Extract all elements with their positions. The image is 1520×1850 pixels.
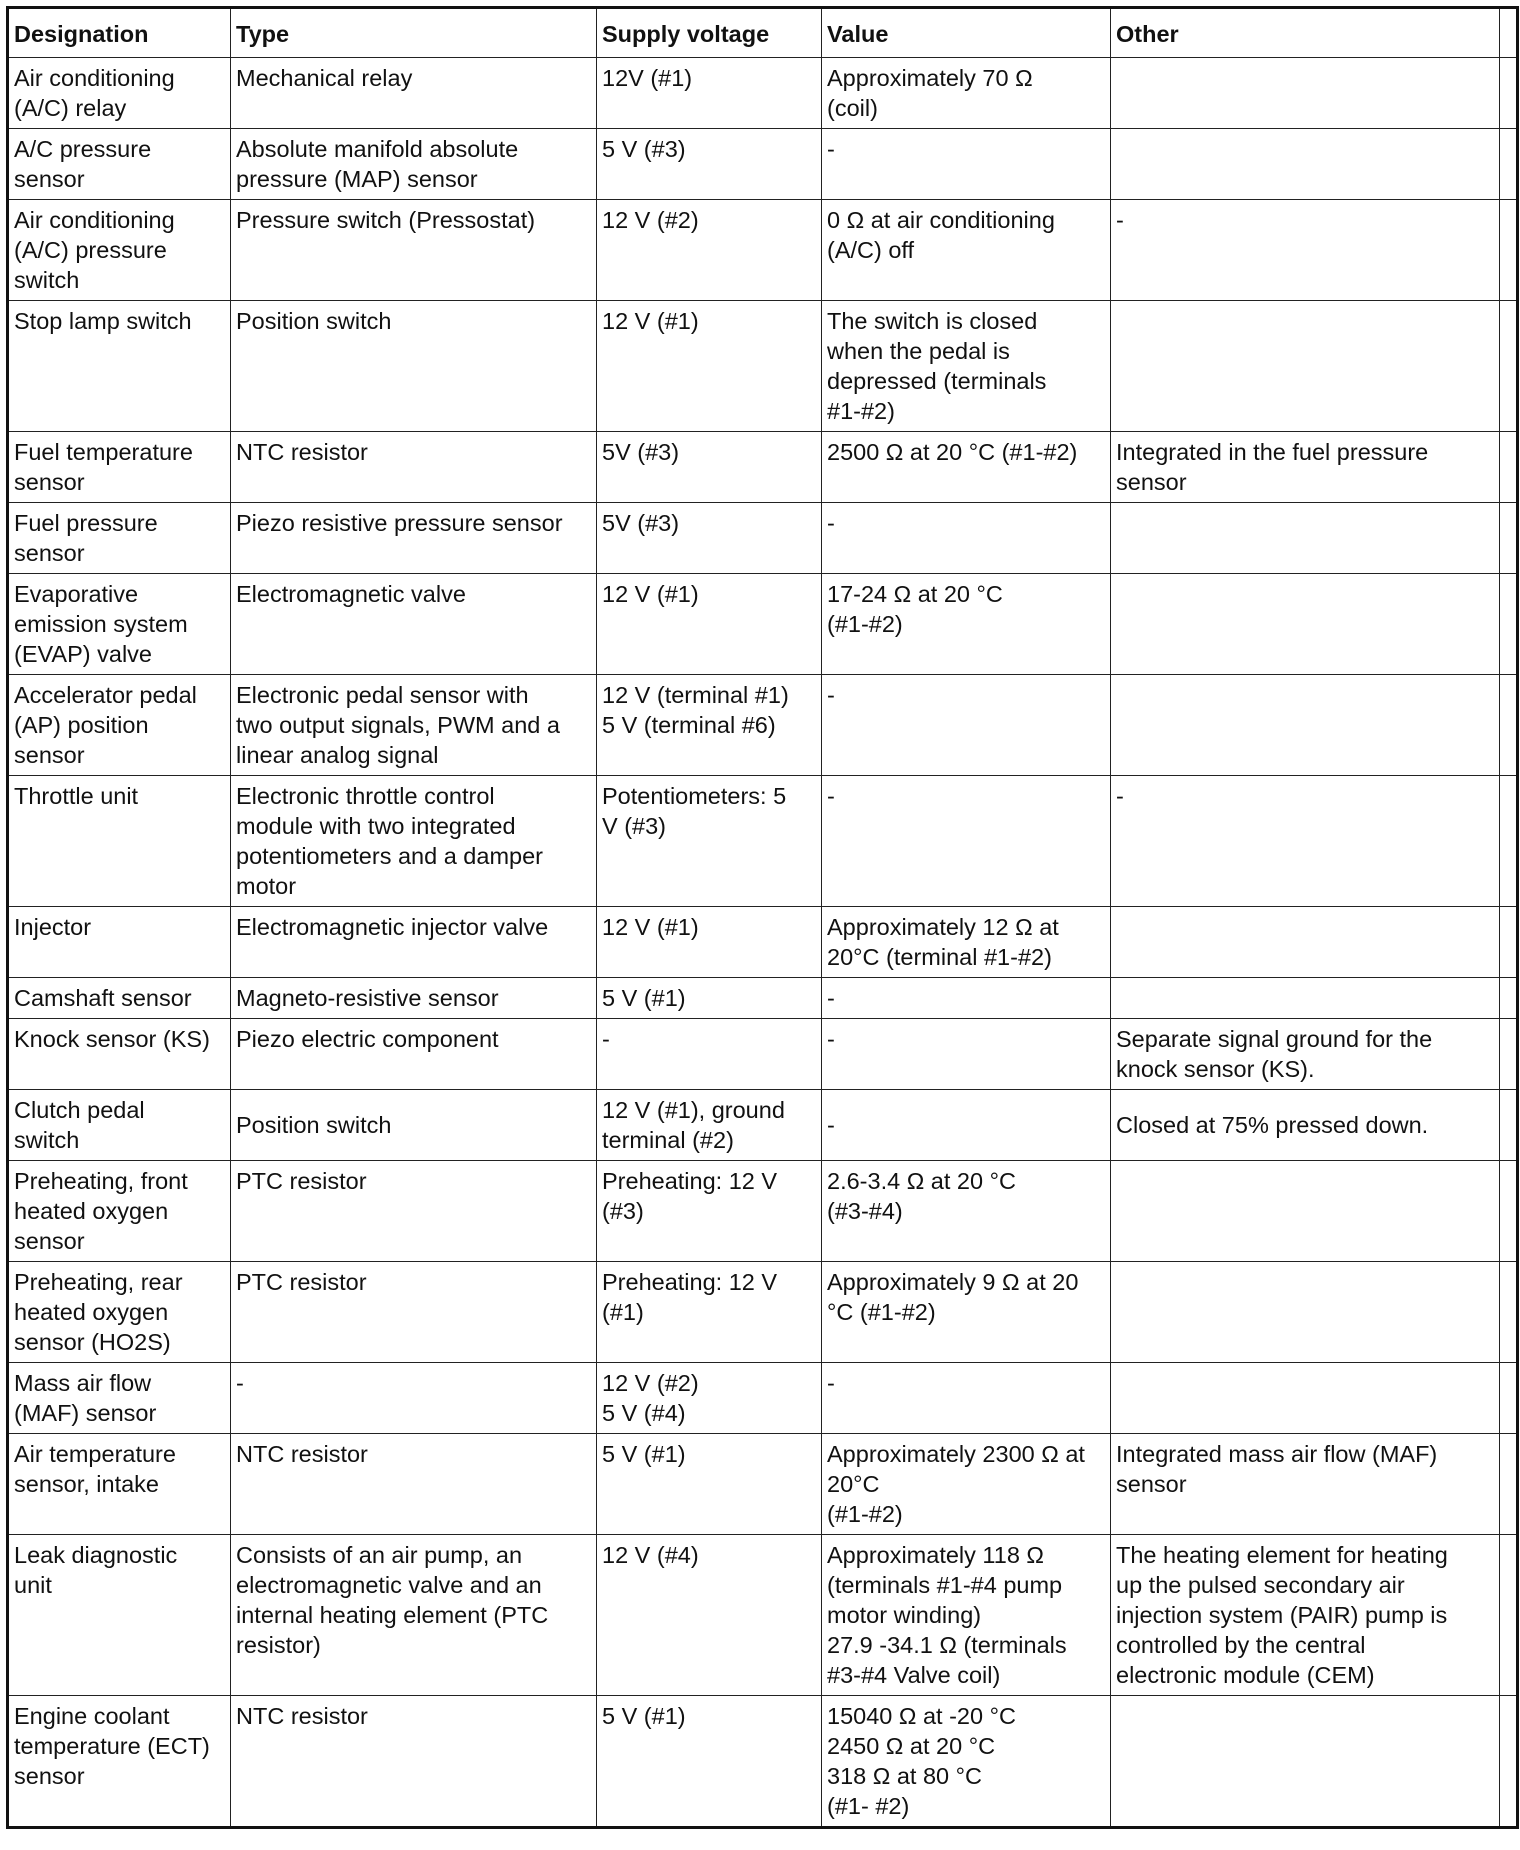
cell-other: Integrated in the fuel pressure sensor [1111,432,1500,503]
row-spacer [1500,1090,1518,1161]
cell-other: Closed at 75% pressed down. [1111,1090,1500,1161]
table-row [8,1434,1518,1535]
table-row [8,574,1518,675]
cell-other [1111,978,1500,1019]
row-spacer [1500,574,1518,675]
cell-designation: Camshaft sensor [8,978,231,1019]
cell-supply-voltage: 12 V (#1) [597,574,822,675]
cell-other: Separate signal ground for the knock sensor (KS). [1111,1019,1500,1090]
cell-other [1111,503,1500,574]
cell-type: NTC resistor [231,1696,597,1828]
cell-other: The heating element for heating up the pulsed secondary air injection system (PAIR) pump is controlled by the central electronic module (CEM) [1111,1535,1500,1696]
cell-value: - [822,129,1111,200]
cell-designation: Engine coolant temperature (ECT) sensor [8,1696,231,1828]
table-body [8,58,1518,1828]
header-row [8,8,1518,58]
cell-designation: Preheating, front heated oxygen sensor [8,1161,231,1262]
component-spec-table [6,6,1519,1829]
cell-designation: Preheating, rear heated oxygen sensor (HO2S) [8,1262,231,1363]
table-row [8,58,1518,129]
cell-supply-voltage: 5V (#3) [597,432,822,503]
header-value: Value [822,8,1111,58]
header-designation: Designation [8,8,231,58]
row-spacer [1500,432,1518,503]
table-row [8,1090,1518,1161]
row-spacer [1500,1019,1518,1090]
cell-supply-voltage: 12V (#1) [597,58,822,129]
table-row [8,978,1518,1019]
cell-supply-voltage: 5 V (#1) [597,1696,822,1828]
cell-other [1111,675,1500,776]
table-row [8,1262,1518,1363]
cell-type: Electronic throttle control module with two integrated potentiometers and a damper motor [231,776,597,907]
cell-designation: Stop lamp switch [8,301,231,432]
cell-type: Electromagnetic valve [231,574,597,675]
cell-designation: Knock sensor (KS) [8,1019,231,1090]
table-row [8,1161,1518,1262]
table-row [8,1696,1518,1828]
cell-type: Piezo resistive pressure sensor [231,503,597,574]
cell-other [1111,1696,1500,1828]
cell-supply-voltage: 5 V (#3) [597,129,822,200]
row-spacer [1500,1535,1518,1696]
cell-designation: Clutch pedal switch [8,1090,231,1161]
cell-supply-voltage: Preheating: 12 V (#3) [597,1161,822,1262]
cell-designation: Fuel temperature sensor [8,432,231,503]
cell-value: - [822,776,1111,907]
row-spacer [1500,1434,1518,1535]
table-row [8,1363,1518,1434]
cell-other [1111,1161,1500,1262]
header-supply-voltage: Supply voltage [597,8,822,58]
cell-type: Pressure switch (Pressostat) [231,200,597,301]
table-row [8,432,1518,503]
cell-other [1111,574,1500,675]
header-other: Other [1111,8,1500,58]
table-row [8,503,1518,574]
row-spacer [1500,1161,1518,1262]
table-row [8,129,1518,200]
cell-other [1111,907,1500,978]
row-spacer [1500,301,1518,432]
table-row [8,1019,1518,1090]
row-spacer [1500,907,1518,978]
cell-value: Approximately 12 Ω at 20°C (terminal #1-#2) [822,907,1111,978]
cell-value: - [822,675,1111,776]
cell-designation: Accelerator pedal (AP) position sensor [8,675,231,776]
cell-type: Piezo electric component [231,1019,597,1090]
cell-value: 2500 Ω at 20 °C (#1-#2) [822,432,1111,503]
cell-designation: Injector [8,907,231,978]
table-row [8,200,1518,301]
cell-value: - [822,978,1111,1019]
cell-value: - [822,1090,1111,1161]
row-spacer [1500,675,1518,776]
cell-value: The switch is closed when the pedal is depressed (terminals #1-#2) [822,301,1111,432]
cell-designation: Leak diagnostic unit [8,1535,231,1696]
cell-other [1111,58,1500,129]
cell-type: Consists of an air pump, an electromagnetic valve and an internal heating element (PTC resistor) [231,1535,597,1696]
cell-supply-voltage: 12 V (terminal #1) 5 V (terminal #6) [597,675,822,776]
cell-type: - [231,1363,597,1434]
row-spacer [1500,1696,1518,1828]
cell-value: Approximately 9 Ω at 20 °C (#1-#2) [822,1262,1111,1363]
cell-other [1111,129,1500,200]
cell-supply-voltage: 5V (#3) [597,503,822,574]
cell-type: Position switch [231,301,597,432]
row-spacer [1500,200,1518,301]
cell-supply-voltage: 12 V (#1) [597,301,822,432]
cell-other [1111,301,1500,432]
cell-value: 15040 Ω at -20 °C 2450 Ω at 20 °C 318 Ω at 80 °C (#1- #2) [822,1696,1111,1828]
cell-designation: Air conditioning (A/C) pressure switch [8,200,231,301]
row-spacer [1500,1363,1518,1434]
cell-type: Absolute manifold absolute pressure (MAP) sensor [231,129,597,200]
cell-type: NTC resistor [231,1434,597,1535]
cell-other: Integrated mass air flow (MAF) sensor [1111,1434,1500,1535]
cell-value: - [822,1363,1111,1434]
header-type: Type [231,8,597,58]
cell-designation: Evaporative emission system (EVAP) valve [8,574,231,675]
cell-type: PTC resistor [231,1262,597,1363]
cell-designation: Air temperature sensor, intake [8,1434,231,1535]
cell-type: Electromagnetic injector valve [231,907,597,978]
cell-type: Position switch [231,1090,597,1161]
cell-type: Magneto-resistive sensor [231,978,597,1019]
cell-value: - [822,1019,1111,1090]
row-spacer [1500,503,1518,574]
cell-type: Electronic pedal sensor with two output signals, PWM and a linear analog signal [231,675,597,776]
cell-type: Mechanical relay [231,58,597,129]
cell-supply-voltage: Preheating: 12 V (#1) [597,1262,822,1363]
cell-supply-voltage: 12 V (#1) [597,907,822,978]
cell-value: Approximately 2300 Ω at 20°C (#1-#2) [822,1434,1111,1535]
row-spacer [1500,1262,1518,1363]
cell-designation: Mass air flow (MAF) sensor [8,1363,231,1434]
cell-supply-voltage: 12 V (#1), ground terminal (#2) [597,1090,822,1161]
table-row [8,675,1518,776]
row-spacer [1500,776,1518,907]
cell-value: 0 Ω at air conditioning (A/C) off [822,200,1111,301]
cell-designation: Fuel pressure sensor [8,503,231,574]
cell-other [1111,1262,1500,1363]
row-spacer [1500,129,1518,200]
cell-other: - [1111,776,1500,907]
cell-supply-voltage: 5 V (#1) [597,1434,822,1535]
cell-type: PTC resistor [231,1161,597,1262]
cell-value: 2.6-3.4 Ω at 20 °C (#3-#4) [822,1161,1111,1262]
header-spacer [1500,8,1518,58]
cell-value: Approximately 118 Ω (terminals #1-#4 pump motor winding) 27.9 -34.1 Ω (terminals #3-#4 Valve coil) [822,1535,1111,1696]
cell-designation: Air conditioning (A/C) relay [8,58,231,129]
cell-designation: A/C pressure sensor [8,129,231,200]
cell-supply-voltage: Potentiometers: 5 V (#3) [597,776,822,907]
cell-value: Approximately 70 Ω (coil) [822,58,1111,129]
cell-supply-voltage: 12 V (#2) 5 V (#4) [597,1363,822,1434]
cell-value: - [822,503,1111,574]
table-row [8,1535,1518,1696]
table-row [8,776,1518,907]
row-spacer [1500,978,1518,1019]
row-spacer [1500,58,1518,129]
cell-supply-voltage: - [597,1019,822,1090]
cell-other: - [1111,200,1500,301]
cell-designation: Throttle unit [8,776,231,907]
table-row [8,907,1518,978]
cell-supply-voltage: 12 V (#2) [597,200,822,301]
cell-supply-voltage: 5 V (#1) [597,978,822,1019]
cell-type: NTC resistor [231,432,597,503]
cell-supply-voltage: 12 V (#4) [597,1535,822,1696]
table-row [8,301,1518,432]
cell-other [1111,1363,1500,1434]
cell-value: 17-24 Ω at 20 °C (#1-#2) [822,574,1111,675]
